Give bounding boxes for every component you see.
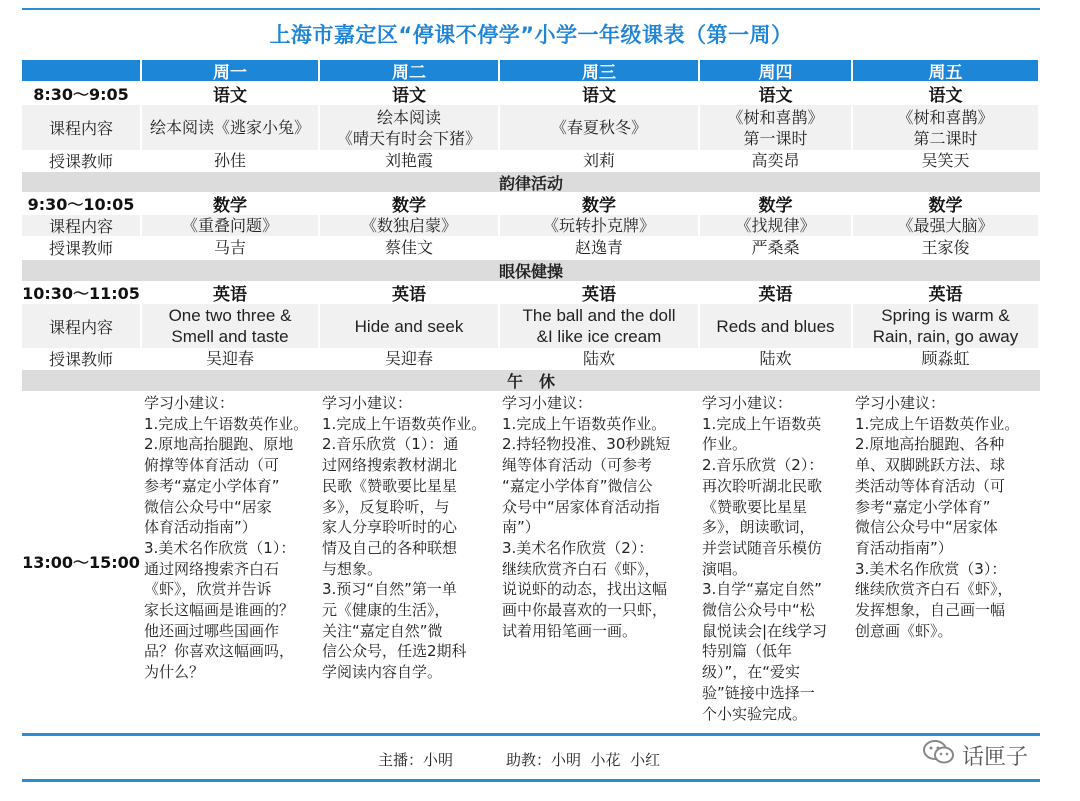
lunch-band: 午 休 (22, 370, 1040, 391)
teacher-label: 授课教师 (48, 350, 113, 369)
teacher-label: 授课教师 (48, 239, 113, 258)
watermark (922, 740, 1028, 770)
study-tips-cell: 学习小建议： 1.完成上午语数英 作业。 2.音乐欣赏（2）： 再次聆听湖北民歌 《赞歌要比星星 多》，朗读歌词， 并尝试随音乐模仿 演唱。 3.自学“嘉定自然” 微信公众号中“松 鼠悦读会|在线学习 特别篇（低年 级）”，在“爱实 验”链接中选择一 个小实验完成。 (702, 394, 828, 723)
header-day-5: 周五 (853, 60, 1038, 81)
subject-cell: 数学 (213, 196, 247, 214)
page-title: 上海市嘉定区“停课不停学”小学一年级课表（第一周） (269, 23, 793, 47)
teacher-cell: 王家俊 (921, 238, 970, 257)
header-day-1: 周一 (142, 60, 318, 81)
content-cell: 《春夏秋冬》 (500, 105, 698, 150)
study-tips-cell: 学习小建议： 1.完成上午语数英作业。 2.原地高抬腿跑、原地 俯撑等体育活动（可 参考“嘉定小学体育” 微信公众号中“居家 体育活动指南”） 3.美术名作欣赏（1）： 通过网络搜索齐白石 《虾》，欣赏并告诉 家长这幅画是谁画的？ 他还画过哪些国画作 品？你喜欢这幅画吗， 为什么？ (144, 394, 309, 682)
subject-cell: 英语 (582, 285, 616, 303)
subject-cell: 英语 (213, 285, 247, 303)
teacher-cell: 马吉 (213, 238, 246, 257)
teacher-cell: 蔡佳文 (384, 238, 433, 257)
footer-rule-bottom (22, 779, 1040, 782)
content-cell: 《树和喜鹊》 第一课时 (700, 105, 851, 150)
top-rule (22, 8, 1040, 10)
study-tips-cell: 学习小建议： 1.完成上午语数英作业。 2.持轻物投准、30秒跳短 绳等体育活动（可参考 “嘉定小学体育”微信公 众号中“居家体育活动指 南”） 3.美术名作欣赏（2）： 继续欣赏齐白石《虾》， 说说虾的动态，找出这幅 画中你最喜欢的一只虾， 试着用铅笔画一画。 (502, 394, 671, 640)
subject-cell: 语文 (758, 86, 793, 104)
header-day-3: 周三 (500, 60, 698, 81)
subject-cell: 语文 (392, 86, 426, 104)
subject-cell: 语文 (582, 86, 616, 104)
content-cell: 《数独启蒙》 (320, 215, 498, 236)
study-tips-cell: 学习小建议： 1.完成上午语数英作业。 2.原地高抬腿跑、各种 单、双脚跳跃方法、球 类活动等体育活动（可 参考“嘉定小学体育” 微信公众号中“居家体 育活动指南”） 3.美术名作欣赏（3）： 继续欣赏齐白石《虾》， 发挥想象，自己画一幅 创意画《虾》。 (855, 394, 1020, 640)
subject-cell: 英语 (928, 285, 963, 303)
subject-cell: 数学 (392, 196, 426, 214)
wechat-icon (922, 738, 956, 772)
teacher-cell: 严桑桑 (751, 238, 800, 257)
teacher-cell: 陆欢 (582, 349, 615, 368)
teacher-cell: 赵逸青 (574, 238, 623, 257)
content-label: 课程内容 (22, 105, 140, 150)
subject-cell: 英语 (758, 285, 793, 303)
subject-cell: 语文 (213, 86, 247, 104)
content-cell: One two three & Smell and taste (142, 304, 318, 348)
subject-cell: 英语 (392, 285, 426, 303)
subject-cell: 数学 (582, 196, 616, 214)
period-time: 10:30～11:05 (22, 284, 140, 303)
footer-rule-top (22, 733, 1040, 736)
subject-cell: 数学 (758, 196, 793, 214)
teacher-cell: 顾淼虹 (921, 349, 970, 368)
content-cell: 《玩转扑克牌》 (500, 215, 698, 236)
header-day-2: 周二 (320, 60, 498, 81)
content-cell: 绘本阅读《逃家小兔》 (142, 105, 318, 150)
content-label: 课程内容 (22, 304, 140, 348)
footer-host: 主播：小明 (378, 751, 454, 769)
subject-cell: 语文 (928, 86, 963, 104)
footer-assistants: 助教：小明 小花 小红 (506, 751, 661, 769)
teacher-cell: 吴笑天 (921, 151, 970, 170)
content-cell: 绘本阅读 《晴天有时会下猪》 (320, 105, 498, 150)
break-band-2: 眼保健操 (22, 260, 1040, 281)
teacher-label: 授课教师 (48, 152, 113, 171)
content-cell: 《树和喜鹊》 第二课时 (853, 105, 1038, 150)
period-time: 8:30～9:05 (33, 85, 129, 104)
teacher-cell: 刘莉 (582, 151, 615, 170)
afternoon-time: 13:00～15:00 (22, 552, 140, 572)
content-cell: The ball and the doll &I like ice cream (500, 304, 698, 348)
break-band-1: 韵律活动 (22, 172, 1040, 192)
content-cell: Hide and seek (320, 304, 498, 348)
teacher-cell: 孙佳 (213, 151, 246, 170)
header-blank (22, 60, 140, 81)
content-cell: 《重叠问题》 (142, 215, 318, 236)
teacher-cell: 陆欢 (759, 349, 792, 368)
subject-cell: 数学 (928, 196, 963, 214)
content-label: 课程内容 (22, 215, 140, 236)
content-cell: 《最强大脑》 (853, 215, 1038, 236)
study-tips-cell: 学习小建议： 1.完成上午语数英作业。 2.音乐欣赏（1）：通 过网络搜索教材湖北 民歌《赞歌要比星星 多》，反复聆听，与 家人分享聆听时的心 情及自己的各种联想 与想象。 3.预习“自然”第一单 元《健康的生活》， 关注“嘉定自然”微 信公众号，任选2期科 学阅读内容自学。 (322, 394, 487, 682)
period-time: 9:30～10:05 (27, 195, 135, 214)
header-day-4: 周四 (700, 60, 851, 81)
teacher-cell: 吴迎春 (205, 349, 254, 368)
teacher-cell: 刘艳霞 (384, 151, 433, 170)
watermark-text: 话匣子 (962, 744, 1029, 770)
content-cell: 《找规律》 (700, 215, 851, 236)
teacher-cell: 吴迎春 (384, 349, 433, 368)
content-cell: Reds and blues (700, 304, 851, 348)
teacher-cell: 高奕昂 (751, 151, 800, 170)
content-cell: Spring is warm & Rain, rain, go away (853, 304, 1038, 348)
